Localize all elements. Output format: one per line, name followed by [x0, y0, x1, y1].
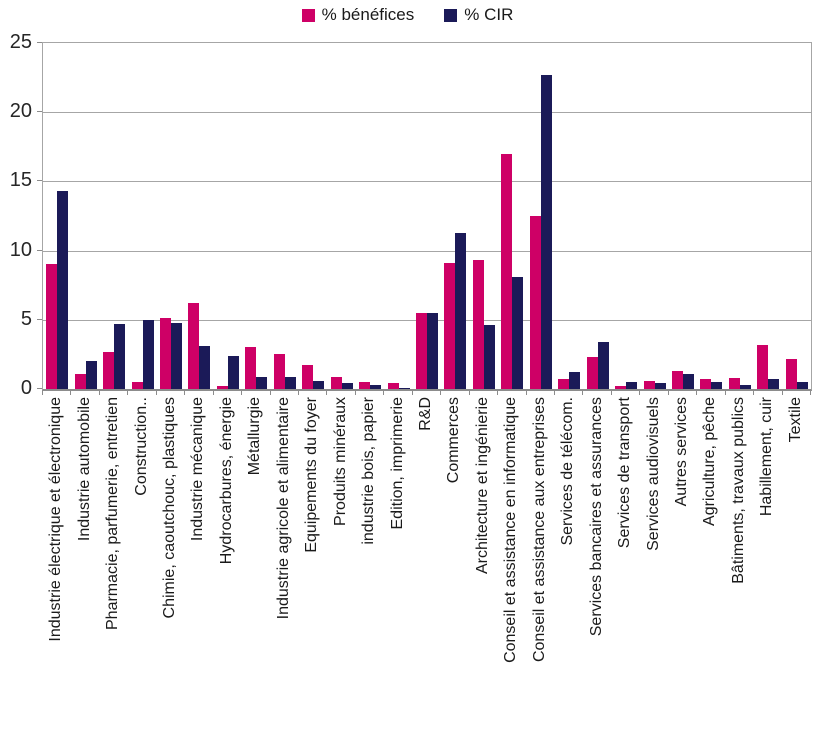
bar	[342, 383, 353, 389]
y-axis-tick	[37, 42, 42, 43]
bar	[655, 383, 666, 389]
bar	[757, 345, 768, 389]
y-axis-tick	[37, 319, 42, 320]
bar	[615, 386, 626, 389]
x-axis-tick	[383, 390, 384, 395]
bar	[416, 313, 427, 389]
y-tick-label: 15	[9, 169, 32, 191]
bar	[444, 263, 455, 389]
bar	[501, 154, 512, 389]
x-axis-tick	[469, 390, 470, 395]
bar	[484, 325, 495, 389]
x-axis-tick	[725, 390, 726, 395]
x-axis-tick	[582, 390, 583, 395]
plot-area	[42, 42, 812, 391]
x-axis-tick	[753, 390, 754, 395]
x-axis-tick	[554, 390, 555, 395]
bar	[512, 277, 523, 389]
bar	[132, 382, 143, 389]
y-axis-tick	[37, 111, 42, 112]
bar	[46, 264, 57, 389]
bar	[302, 365, 313, 389]
x-axis-tick	[184, 390, 185, 395]
y-tick-label: 20	[9, 100, 32, 122]
bar	[427, 313, 438, 389]
x-axis-label: Commerces	[445, 397, 462, 484]
x-axis-label: Hydrocarbures, énergie	[218, 397, 235, 565]
x-axis-label: Services audiovisuels	[645, 397, 662, 551]
y-tick-label: 25	[9, 31, 32, 53]
bar	[86, 361, 97, 389]
bar	[188, 303, 199, 389]
y-tick-label: 10	[9, 239, 32, 261]
bar	[388, 383, 399, 389]
x-axis-label: Industrie mécanique	[189, 397, 206, 542]
x-axis-tick	[127, 390, 128, 395]
legend-item-cir	[444, 5, 513, 25]
y-tick-label: 5	[20, 308, 32, 330]
bar	[797, 382, 808, 389]
bar	[57, 191, 68, 389]
x-axis-tick	[668, 390, 669, 395]
x-axis-tick	[70, 390, 71, 395]
bar	[786, 359, 797, 389]
x-axis-label: Architecture et ingénierie	[474, 397, 491, 574]
x-axis-tick	[412, 390, 413, 395]
y-axis-tick	[37, 180, 42, 181]
bar	[399, 388, 410, 389]
x-axis-label: Industrie électrique et électronique	[47, 397, 64, 642]
x-axis-label: Pharmacie, parfumerie, entretien	[104, 397, 121, 630]
legend-swatch-cir-icon	[444, 9, 457, 22]
x-axis-tick	[326, 390, 327, 395]
x-axis-label: Textile	[787, 397, 804, 443]
x-axis-label: Habillement, cuir	[758, 397, 775, 517]
x-axis-tick	[810, 390, 811, 395]
x-axis-label: Agriculture, pêche	[701, 397, 718, 526]
bar	[359, 382, 370, 389]
x-axis-label: Services de télécom.	[559, 397, 576, 546]
legend-item-benefices	[302, 5, 415, 25]
y-axis-tick	[37, 250, 42, 251]
bar	[143, 320, 154, 389]
x-axis-tick	[270, 390, 271, 395]
x-axis-label: Edition, imprimerie	[389, 397, 406, 530]
bar	[75, 374, 86, 389]
bar	[700, 379, 711, 389]
x-axis-label: Conseil et assistance aux entreprises	[531, 397, 548, 663]
x-axis-tick	[355, 390, 356, 395]
bar	[199, 346, 210, 389]
legend-label-benefices: % bénéfices	[321, 5, 415, 24]
x-axis-tick	[156, 390, 157, 395]
gridline	[43, 112, 811, 113]
bar	[473, 260, 484, 389]
bar	[626, 382, 637, 389]
x-axis-label: Equipements du foyer	[303, 397, 320, 553]
bar	[569, 372, 580, 389]
legend-label-cir: % CIR	[464, 5, 514, 24]
x-axis-label: Produits minéraux	[332, 397, 349, 526]
x-axis-label: Autres services	[673, 397, 690, 507]
bar	[256, 377, 267, 389]
y-axis-tick	[37, 388, 42, 389]
x-axis-tick	[497, 390, 498, 395]
x-axis-tick	[440, 390, 441, 395]
legend-swatch-benefices-icon	[302, 9, 315, 22]
legend	[0, 5, 815, 25]
x-axis-label: Industrie agricole et alimentaire	[275, 397, 292, 620]
bar	[370, 385, 381, 389]
bar	[541, 75, 552, 389]
x-axis-label: Construction..	[133, 397, 150, 496]
bar	[313, 381, 324, 389]
x-axis-tick	[298, 390, 299, 395]
bar	[683, 374, 694, 389]
bar	[114, 324, 125, 389]
bar	[587, 357, 598, 389]
x-axis-tick	[696, 390, 697, 395]
x-axis-tick	[241, 390, 242, 395]
x-axis-tick	[213, 390, 214, 395]
x-axis-label: R&D	[417, 397, 434, 431]
bar	[274, 354, 285, 389]
x-axis-label: Métallurgie	[246, 397, 263, 476]
bar	[217, 386, 228, 389]
bar	[740, 385, 751, 389]
y-tick-label: 0	[20, 377, 32, 399]
x-axis-label: industrie bois, papier	[360, 397, 377, 545]
x-axis-tick	[99, 390, 100, 395]
bar	[228, 356, 239, 389]
bar	[331, 377, 342, 389]
bar	[558, 379, 569, 389]
bar	[160, 318, 171, 389]
bar	[245, 347, 256, 389]
x-axis-tick	[639, 390, 640, 395]
x-axis-label: Conseil et assistance en informatique	[502, 397, 519, 663]
gridline	[43, 181, 811, 182]
bar	[171, 323, 182, 389]
x-axis-label: Chimie, caoutchouc, plastiques	[161, 397, 178, 619]
bar	[672, 371, 683, 389]
bar	[103, 352, 114, 389]
bar	[711, 382, 722, 389]
x-axis-tick	[782, 390, 783, 395]
bar	[598, 342, 609, 389]
x-axis-tick	[526, 390, 527, 395]
bar	[729, 378, 740, 389]
bar	[768, 379, 779, 389]
bar	[644, 381, 655, 389]
gridline	[43, 251, 811, 252]
x-axis-label: Services bancaires et assurances	[588, 397, 605, 637]
x-axis-tick	[42, 390, 43, 395]
x-axis-label: Services de transport	[616, 397, 633, 549]
bar	[455, 233, 466, 389]
x-axis-label: Bâtiments, travaux publics	[730, 397, 747, 584]
bar	[530, 216, 541, 389]
x-axis-tick	[611, 390, 612, 395]
x-axis-label: Industrie automobile	[76, 397, 93, 542]
bar	[285, 377, 296, 389]
